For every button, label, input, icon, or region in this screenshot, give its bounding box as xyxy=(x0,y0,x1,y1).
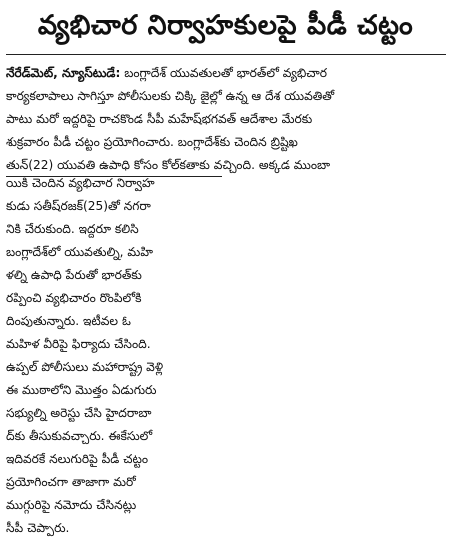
column-line: ఇదివరకే నలుగురిపై పీడీ చట్టం xyxy=(6,452,149,466)
column-line: సీపీ చెప్పారు. xyxy=(6,521,70,535)
dateline: నేరేడ్‌మెట్, న్యూస్‌టుడే: xyxy=(6,66,121,80)
column-line: మహిళ వీరిపై ఫిర్యాదు చేసింది. xyxy=(6,337,151,351)
column-line: నికి చేరుకుంది. ఇద్దరూ కలిసి xyxy=(6,222,139,236)
column-line: యికి చెందిన వ్యభిచార నిర్వాహ xyxy=(6,176,155,190)
column-line: కుడు సతీష్‌రజక్(25)తో నగరా xyxy=(6,199,151,213)
headline-rule xyxy=(6,54,446,55)
body-column xyxy=(6,172,222,540)
column-line: బంగ్లాదేశ్‌లో యువతుల్ని, మహి xyxy=(6,245,153,259)
column-line: ఉప్పల్ పోలీసులు మహారాష్ట్ర వెళ్లి xyxy=(6,360,164,374)
lead-line: నేరేడ్‌మెట్, న్యూస్‌టుడే: బంగ్లాదేశ్ యువతులతో భారత్‌లో వ్యభిచార xyxy=(6,66,327,80)
headline: వ్యభిచార నిర్వాహకులపై పీడీ చట్టం xyxy=(37,10,414,41)
column-line: ముగ్గురిపై నమోదు చేసినట్లు xyxy=(6,498,137,512)
column-line: ద్‌కు తీసుకువచ్చారు. ఈకేసులో xyxy=(6,429,153,443)
column-line: దింపుతున్నారు. ఇటీవల ఓ xyxy=(6,314,131,328)
column-line: రప్పించి వ్యభిచారం రొంపిలోకి xyxy=(6,291,142,305)
column-line: ప్రయోగించగా తాజాగా మరో xyxy=(6,475,136,489)
lead-line: పాటు మరో ఇద్దరిపై రాచకొండ సీపీ మహేష్‌భగవత్ ఆదేశాల మేరకు xyxy=(6,112,313,126)
lead-line: శుక్రవారం పీడీ చట్టం ప్రయోగించారు. బంగ్లాదేశ్‌కు చెందిన బ్రిష్టిఖ xyxy=(6,135,298,149)
column-line: ఈ ముఠాలోని మొత్తం ఏడుగురు xyxy=(6,383,157,397)
lead-line: కార్యకలాపాలు సాగిస్తూ పోలీసులకు చిక్కి జైల్లో ఉన్న ఆ దేశ యువతితో xyxy=(6,89,335,103)
lead-paragraph xyxy=(6,62,446,177)
column-line: సభ్యుల్ని అరెస్టు చేసి హైదరాబా xyxy=(6,406,152,420)
column-line: ళల్ని ఉపాధి పేరుతో భారత్‌కు xyxy=(6,268,142,282)
lead-line: తున్(22) యువతి ఉపాధి కోసం కోల్‌కతాకు వచ్చింది. అక్కడ ముంబా xyxy=(6,158,331,172)
